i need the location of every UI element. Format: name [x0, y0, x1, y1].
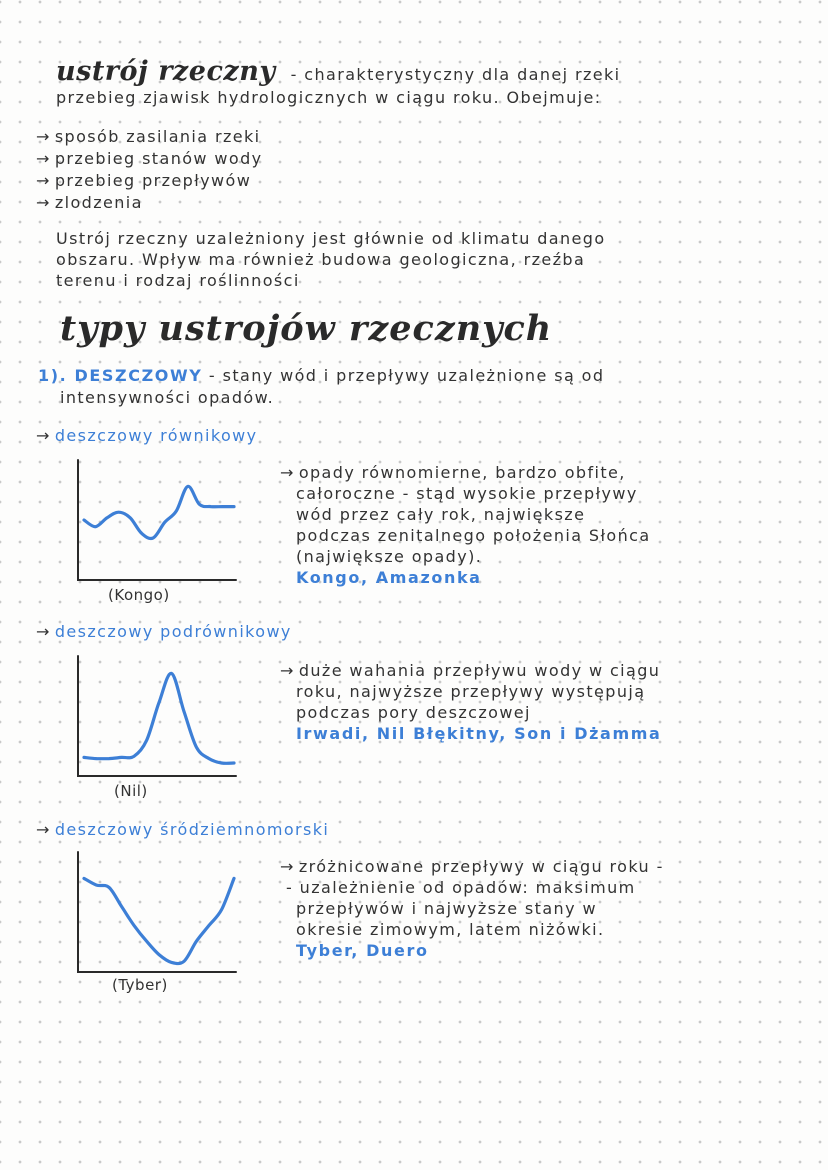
chart-series-line	[84, 673, 234, 763]
chart-kongo	[72, 456, 242, 586]
intro-bullet-list	[36, 126, 263, 214]
arrow-right-icon: →	[36, 149, 51, 168]
list-item: → zlodzenia	[36, 193, 143, 212]
arrow-right-icon: →	[280, 463, 295, 482]
list-item: → przebieg przepływów	[36, 171, 252, 190]
chart-caption-nil: (Nil)	[114, 782, 148, 800]
chart-nil-svg	[72, 652, 242, 782]
desc-line: podczas zenitalnego położenia Słońca	[296, 526, 651, 545]
type1-text-1: - stany wód i przepływy uzależnione są od	[208, 366, 605, 385]
desc-line: podczas pory deszczowej	[296, 703, 531, 722]
desc-line: → opady równomierne, bardzo obfite,	[280, 463, 626, 482]
desc-line: wód przez cały rok, największe	[296, 505, 586, 524]
paragraph-line: Ustrój rzeczny uzależniony jest głównie od klimatu danego	[56, 229, 606, 248]
list-item: → sposób zasilania rzeki	[36, 127, 261, 146]
arrow-right-icon: →	[36, 426, 51, 445]
intro-definition-1: - charakterystyczny dla danej rzeki	[290, 65, 621, 84]
chart-caption-kongo: (Kongo)	[108, 586, 170, 604]
chart-series-line	[84, 878, 234, 963]
type1-text-2: intensywności opadów.	[60, 388, 275, 407]
chart-nil	[72, 652, 242, 782]
arrow-right-icon: →	[36, 622, 51, 641]
desc-line: → zróżnicowane przepływy w ciągu roku -	[280, 857, 664, 876]
desc-line: przepływów i najwyższe stany w	[296, 899, 597, 918]
subtype-heading-srodziemnomorski: → deszczowy śródziemnomorski	[36, 820, 330, 839]
chart-kongo-svg	[72, 456, 242, 586]
intro-title-line	[56, 56, 621, 87]
chart-tyber-svg	[72, 848, 242, 978]
type1-label: 1). DESZCZOWY	[38, 366, 203, 385]
arrow-right-icon: →	[280, 661, 295, 680]
chart-caption-tyber: (Tyber)	[112, 976, 168, 994]
chart-tyber	[72, 848, 242, 978]
paragraph-line: terenu i rodzaj roślinności	[56, 271, 300, 290]
rivers-list: Tyber, Duero	[296, 941, 429, 960]
desc-line: (największe opady).	[296, 547, 483, 566]
chart-series-line	[84, 486, 234, 538]
desc-line: całoroczne - stąd wysokie przepływy	[296, 484, 638, 503]
arrow-right-icon: →	[36, 820, 51, 839]
section-title: typy ustrojów rzecznych	[60, 308, 553, 349]
arrow-right-icon: →	[36, 193, 51, 212]
desc-line: roku, najwyższe przepływy występują	[296, 682, 646, 701]
subtype-desc-podrownikowy	[280, 660, 661, 744]
subtype-heading-rownikowy: → deszczowy równikowy	[36, 426, 258, 445]
rivers-list: Kongo, Amazonka	[296, 568, 482, 587]
type1-line	[38, 366, 604, 385]
paragraph-line: obszaru. Wpływ ma również budowa geologiczna, rzeźba	[56, 250, 586, 269]
arrow-right-icon: →	[36, 127, 51, 146]
arrow-right-icon: →	[280, 857, 295, 876]
list-item: → przebieg stanów wody	[36, 149, 263, 168]
desc-line: → duże wahania przepływu wody w ciągu	[280, 661, 661, 680]
subtype-desc-rownikowy	[280, 462, 651, 588]
subtype-heading-podrownikowy: → deszczowy podrównikowy	[36, 622, 292, 641]
intro-paragraph	[56, 228, 606, 291]
subtype-desc-srodziemnomorski	[280, 856, 664, 961]
intro-definition-2: przebieg zjawisk hydrologicznych w ciągu roku. Obejmuje:	[56, 88, 602, 107]
desc-line: okresie zimowym, latem niżówki.	[296, 920, 605, 939]
desc-line: - uzależnienie od opadów: maksimum	[286, 878, 636, 897]
intro-term: ustrój rzeczny	[56, 56, 276, 87]
rivers-list: Irwadi, Nil Błękitny, Son i Dżamma	[296, 724, 662, 743]
chart-axes	[78, 460, 236, 580]
arrow-right-icon: →	[36, 171, 51, 190]
